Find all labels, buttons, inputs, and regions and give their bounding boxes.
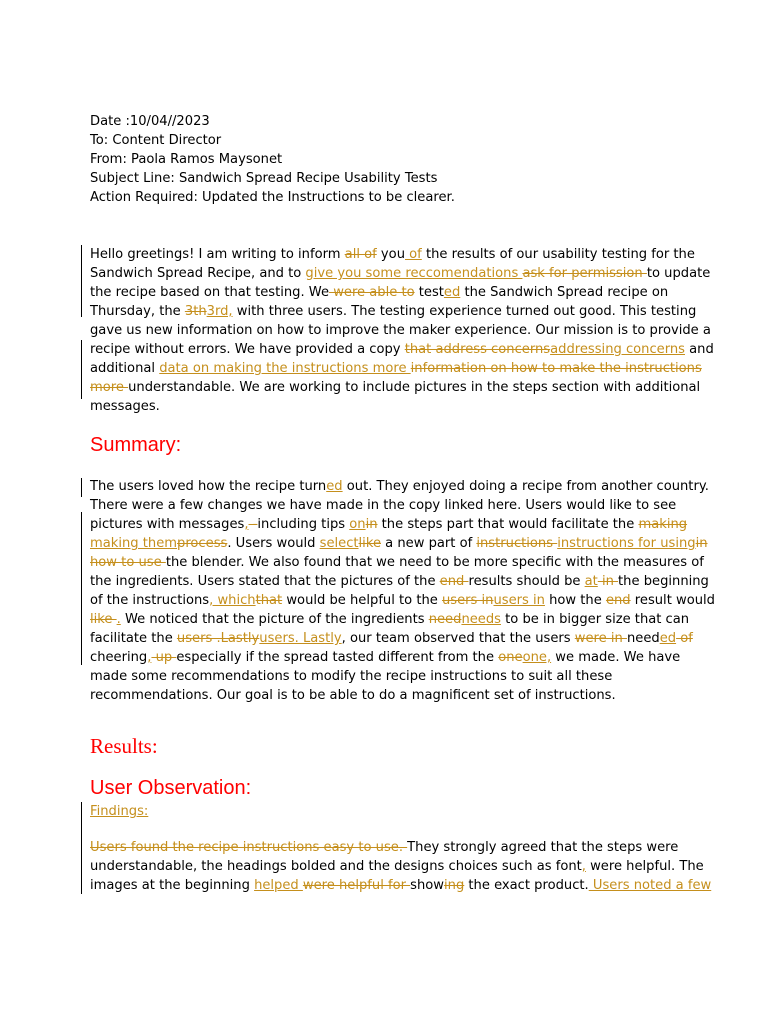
body-text: Thursday, the — [90, 304, 185, 319]
body-text: to be in bigger size that can — [500, 612, 690, 627]
body-text: the Sandwich Spread recipe on — [460, 285, 669, 300]
findings-label: Findings: — [90, 804, 149, 819]
text-line — [90, 340, 714, 359]
body-text: Sandwich Spread Recipe, and to — [90, 266, 306, 281]
inserted-text: making them — [90, 536, 178, 551]
memo-subject: Subject Line: Sandwich Spread Recipe Usability Tests — [90, 171, 438, 186]
body-text: the results of our usability testing for the — [421, 247, 695, 262]
deleted-text: users .Lastly — [176, 631, 260, 646]
body-text: the exact product. — [464, 878, 589, 893]
deleted-text: like — [358, 536, 381, 551]
body-text: made some recommendations to modify the recipe instructions to suit all these — [90, 669, 613, 684]
text-line — [90, 477, 709, 496]
deleted-text: Users found the recipe instructions easy to use. — [90, 840, 408, 855]
deleted-text: users in — [441, 593, 494, 608]
text-line — [90, 857, 704, 876]
deleted-text: 3th — [184, 304, 207, 319]
inserted-text: one, — [522, 650, 552, 665]
deleted-text: need — [428, 612, 462, 627]
body-text: how the — [544, 593, 606, 608]
findings-paragraph — [90, 838, 712, 895]
deleted-text: - — [248, 517, 258, 532]
body-text: gave us new information on how to improve the maker experience. Our mission is to provide a — [90, 323, 711, 338]
inserted-text: instructions for using — [557, 536, 696, 551]
deleted-text: end — [439, 574, 469, 589]
body-text: understandable, the headings bolded and the designs choices such as font — [90, 859, 582, 874]
deleted-text: of — [676, 631, 693, 646]
memo-from: From: Paola Ramos Maysonet — [90, 152, 283, 167]
text-line — [90, 838, 690, 857]
body-text: the ingredients. Users stated that the pictures of the — [90, 574, 440, 589]
body-text: recipe without errors. We have provided a copy — [90, 342, 405, 357]
results-heading: Results: — [90, 734, 158, 758]
text-line — [90, 686, 690, 705]
deleted-text: more — [90, 380, 129, 395]
deleted-text: how to use — [90, 555, 166, 570]
text-line — [90, 378, 701, 397]
inserted-text: ed — [326, 479, 343, 494]
deleted-text: ing — [444, 878, 465, 893]
text-line — [90, 648, 690, 667]
user-observation-heading: User Observation: — [90, 777, 252, 799]
text-line — [90, 553, 704, 572]
body-text: There were a few changes we have made in the copy linked here. Users would like to see — [90, 498, 677, 513]
body-text: a new part of — [381, 536, 477, 551]
inserted-text: users in — [493, 593, 545, 608]
body-text: test — [414, 285, 444, 300]
body-text: you — [376, 247, 405, 262]
inserted-text: helped — [254, 878, 303, 893]
deleted-text: that address concerns — [404, 342, 551, 357]
text-line — [90, 264, 711, 283]
summary-heading: Summary: — [90, 434, 182, 456]
deleted-text: making — [638, 517, 688, 532]
text-line — [90, 534, 708, 553]
deleted-text: were in — [574, 631, 627, 646]
deleted-text: ask for permission — [522, 266, 647, 281]
body-text: messages. — [90, 399, 160, 414]
inserted-text: Users noted a few — [588, 878, 712, 893]
deleted-text: were helpful — [302, 878, 388, 893]
deleted-text: like — [90, 612, 117, 627]
body-text: the beginning — [618, 574, 709, 589]
body-text: cheering — [90, 650, 148, 665]
body-text: images at the beginning — [90, 878, 255, 893]
body-text: including tips — [257, 517, 350, 532]
deleted-text: process — [177, 536, 228, 551]
text-line — [90, 876, 712, 895]
deleted-text: information on how to make the instructions — [410, 361, 702, 376]
inserted-text: give you some reccomendations — [305, 266, 523, 281]
deleted-text: end — [605, 593, 631, 608]
memo-date: Date :10/04//2023 — [90, 114, 210, 129]
inserted-text: needs — [461, 612, 501, 627]
body-text: additional — [90, 361, 160, 376]
body-text: need — [626, 631, 660, 646]
inserted-text: . — [116, 612, 121, 627]
body-text: Hello greetings! I am writing to inform — [90, 247, 345, 262]
body-text: the blender. We also found that we need to be more specific with the measures of — [165, 555, 704, 570]
body-text: The users loved how the recipe turn — [90, 479, 327, 494]
text-line — [90, 302, 697, 321]
body-text: understandable. We are working to include pictures in the steps section with additional — [128, 380, 701, 395]
inserted-text: , — [147, 650, 152, 665]
body-text: We noticed that the picture of the ingredients — [120, 612, 429, 627]
body-text: the recipe based on that testing. We — [90, 285, 330, 300]
deleted-text: for — [388, 878, 411, 893]
deleted-text: one — [498, 650, 523, 665]
body-text: . Users would — [227, 536, 320, 551]
deleted-text: in — [695, 536, 708, 551]
inserted-text: ed — [659, 631, 677, 646]
inserted-text: at — [584, 574, 598, 589]
text-line — [90, 572, 709, 591]
text-line — [90, 397, 690, 416]
inserted-text: , which — [209, 593, 256, 608]
inserted-text: select — [319, 536, 359, 551]
summary-paragraph — [90, 477, 715, 705]
deleted-text: up — [151, 650, 177, 665]
inserted-text: of — [405, 247, 422, 262]
change-bar — [81, 512, 82, 665]
body-text: we made. We have — [551, 650, 681, 665]
text-line — [90, 629, 693, 648]
body-text: would be helpful to the — [282, 593, 442, 608]
text-line — [90, 321, 711, 340]
body-text: , our team observed that the users — [341, 631, 575, 646]
body-text: results should be — [468, 574, 585, 589]
text-line — [90, 667, 690, 686]
text-line — [90, 515, 690, 534]
deleted-text: in — [365, 517, 378, 532]
memo-action: Action Required: Updated the Instructions to be clearer. — [90, 190, 455, 205]
body-text: with three users. The testing experience turned out good. This testing — [232, 304, 697, 319]
intro-paragraph — [90, 245, 714, 416]
change-bar — [81, 340, 82, 399]
memo-to: To: Content Director — [90, 133, 222, 148]
body-text: show — [410, 878, 445, 893]
text-line — [90, 359, 702, 378]
body-text: pictures with messages — [90, 517, 245, 532]
body-text: the steps part that would facilitate the — [377, 517, 639, 532]
deleted-text: were able to — [329, 285, 415, 300]
deleted-text: that — [255, 593, 283, 608]
body-text: were helpful. The — [585, 859, 704, 874]
inserted-text: users. Lastly — [259, 631, 342, 646]
text-line — [90, 591, 715, 610]
inserted-text: ed — [443, 285, 461, 300]
inserted-text: , — [244, 517, 249, 532]
inserted-text: , — [581, 859, 586, 874]
memo-header — [90, 112, 690, 207]
body-text: recommendations. Our goal is to be able to do a magnificent set of instructions. — [90, 688, 616, 703]
inserted-text: addressing concerns — [550, 342, 685, 357]
change-bar — [81, 802, 82, 894]
inserted-text: 3rd, — [206, 304, 233, 319]
body-text: and — [685, 342, 714, 357]
inserted-text: on — [349, 517, 366, 532]
text-line — [90, 610, 690, 629]
change-bar — [81, 478, 82, 497]
body-text: of the instructions — [90, 593, 210, 608]
body-text: result would — [630, 593, 715, 608]
deleted-text: in — [597, 574, 619, 589]
deleted-text: all of — [344, 247, 377, 262]
inserted-text: data on making the instructions more — [159, 361, 411, 376]
text-line — [90, 496, 690, 515]
body-text: facilitate the — [90, 631, 177, 646]
change-bar — [81, 245, 82, 317]
body-text: They strongly agreed that the steps were — [407, 840, 679, 855]
body-text: out. They enjoyed doing a recipe from another country. — [342, 479, 709, 494]
deleted-text: instructions — [476, 536, 558, 551]
body-text: to update — [646, 266, 711, 281]
text-line — [90, 283, 690, 302]
body-text: especially if the spread tasted different from the — [176, 650, 499, 665]
text-line — [90, 245, 695, 264]
